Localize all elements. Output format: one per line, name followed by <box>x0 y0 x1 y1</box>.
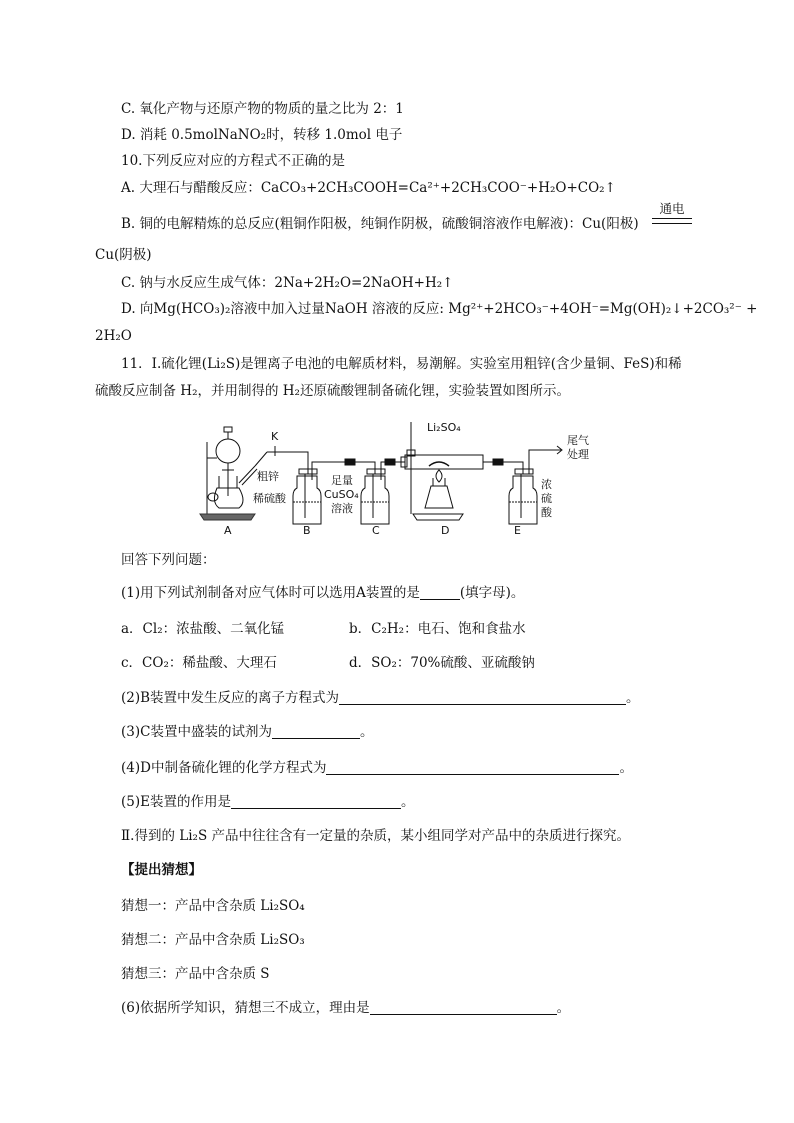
answer-blank-4[interactable] <box>326 760 619 775</box>
option-c: c．CO₂：稀盐酸、大理石 <box>121 655 277 671</box>
q10-option-d: D. 向Mg(HCO₃)₂溶液中加入过量NaOH 溶液的反应: Mg²⁺+2HCO₃⁻+4OH⁻=Mg(OH)₂↓+2CO₃²⁻ + <box>121 301 758 317</box>
q11-intro-line2: 硫酸反应制备 H₂，并用制得的 H₂还原硫酸锂制备硫化锂，实验装置如图所示。 <box>95 383 570 399</box>
period-2: 。 <box>626 690 640 706</box>
q11-part3 <box>121 723 373 741</box>
label-a: A <box>224 524 232 536</box>
electrolysis-arrow <box>652 202 692 216</box>
period-5: 。 <box>400 794 415 810</box>
label-c: C <box>372 524 380 536</box>
bottle-e <box>509 476 537 524</box>
period-6: 。 <box>556 1000 571 1016</box>
guess-1: 猜想一：产品中含杂质 Li₂SO₄ <box>121 898 305 914</box>
electrolysis-label: 通电 <box>659 201 685 216</box>
answer-blank-5[interactable] <box>231 794 401 809</box>
q11-part2-text: (2)B装置中发生反应的离子方程式为 <box>121 690 340 706</box>
q10-stem: 10.下列反应对应的方程式不正确的是 <box>121 153 345 169</box>
combustion-tube <box>405 455 483 469</box>
q11-part3-text: (3)C装置中盛装的试剂为 <box>121 724 272 740</box>
q10-option-d-continued: 2H₂O <box>95 328 132 344</box>
q11-part6 <box>121 999 570 1017</box>
rubber-joint-2 <box>385 459 395 465</box>
q10-option-c: C. 钠与水反应生成气体：2Na+2H₂O=2NaOH+H₂↑ <box>121 275 454 291</box>
rubber-joint-3 <box>493 459 503 465</box>
double-bar-sign <box>652 218 692 224</box>
q11-part5-text: (5)E装置的作用是 <box>121 794 231 810</box>
label-rongye: 溶液 <box>331 502 353 515</box>
label-weiqi-2: 处理 <box>567 448 589 461</box>
q11-part2 <box>121 689 640 707</box>
q11-part1 <box>121 584 524 602</box>
period-4: 。 <box>619 760 633 776</box>
answer-blank-3[interactable] <box>272 724 360 739</box>
label-suan: 酸 <box>541 506 552 519</box>
q10-option-a: A. 大理石与醋酸反应：CaCO₃+2CH₃COOH=Ca²⁺+2CH₃COO⁻+H₂O+CO₂↑ <box>121 180 616 196</box>
label-d: D <box>441 524 450 536</box>
label-k: K <box>271 430 279 443</box>
q11-intro-line1: 11．Ⅰ.硫化锂(Li₂S)是锂离子电池的电解质材料，易潮解。实验室用粗锌(含少量铜、FeS)和稀 <box>121 356 682 372</box>
answer-blank-2[interactable] <box>339 690 626 705</box>
label-liu: 硫 <box>541 492 552 505</box>
label-weiqi-1: 尾气 <box>567 434 589 447</box>
q10-option-b-continued: Cu(阴极) <box>95 247 152 263</box>
option-a: a．Cl₂：浓盐酸、二氧化锰 <box>121 621 285 637</box>
label-xiliusuan: 稀硫酸 <box>253 492 286 505</box>
flame <box>436 470 442 482</box>
label-cuso4: CuSO₄ <box>324 488 359 501</box>
label-e: E <box>514 524 521 536</box>
label-li2so4: Li₂SO₄ <box>427 421 461 434</box>
option-d: d．SO₂：70%硫酸、亚硫酸钠 <box>349 655 535 671</box>
q11-part5 <box>121 793 414 811</box>
q9-option-c: C. 氧化产物与还原产物的物质的量之比为 2：1 <box>121 101 404 117</box>
answer-blank-6[interactable] <box>370 1000 557 1015</box>
label-cuxin: 粗锌 <box>257 470 279 483</box>
bottle-b <box>293 476 321 524</box>
q10-option-b: B. 铜的电解精炼的总反应(粗铜作阳极，纯铜作阴极，硫酸铜溶液作电解液)：Cu(阳极) <box>121 216 639 232</box>
guess-title: 【提出猜想】 <box>121 862 202 878</box>
q11-part6-text: (6)依据所学知识，猜想三不成立，理由是 <box>121 1000 370 1016</box>
q11-part1-tail: (填字母)。 <box>459 585 525 601</box>
bottle-c <box>361 476 389 524</box>
label-nong: 浓 <box>541 478 552 491</box>
option-b: b．C₂H₂：电石、饱和食盐水 <box>349 621 526 637</box>
rubber-joint-1 <box>345 459 355 465</box>
funnel-bulb <box>216 439 240 463</box>
q11-part4-text: (4)D中制备硫化锂的化学方程式为 <box>121 760 327 776</box>
alcohol-lamp <box>425 486 453 508</box>
guess-3: 猜想三：产品中含杂质 S <box>121 966 270 982</box>
outlet-tube-a <box>239 466 255 483</box>
q11-part4 <box>121 759 633 777</box>
period-3: 。 <box>359 724 374 740</box>
part2-intro: Ⅱ.得到的 Li₂S 产品中往往含有一定量的杂质，某小组同学对产品中的杂质进行探究。 <box>121 828 630 844</box>
flask-a <box>214 488 243 508</box>
label-zuliang: 足量 <box>331 474 353 487</box>
exhaust-tube <box>529 450 561 474</box>
base-a <box>200 514 255 520</box>
q11-part1-text: (1)用下列试剂制备对应气体时可以选用A装置的是 <box>121 585 420 601</box>
guess-2: 猜想二：产品中含杂质 Li₂SO₃ <box>121 932 305 948</box>
label-b: B <box>303 524 311 536</box>
apparatus-diagram <box>195 418 615 536</box>
answer-blank-1[interactable] <box>420 585 460 600</box>
reagent-boat <box>429 462 449 466</box>
answer-prompt: 回答下列问题： <box>121 552 216 568</box>
q9-option-d: D. 消耗 0.5molNaNO₂时，转移 1.0mol 电子 <box>121 127 403 143</box>
